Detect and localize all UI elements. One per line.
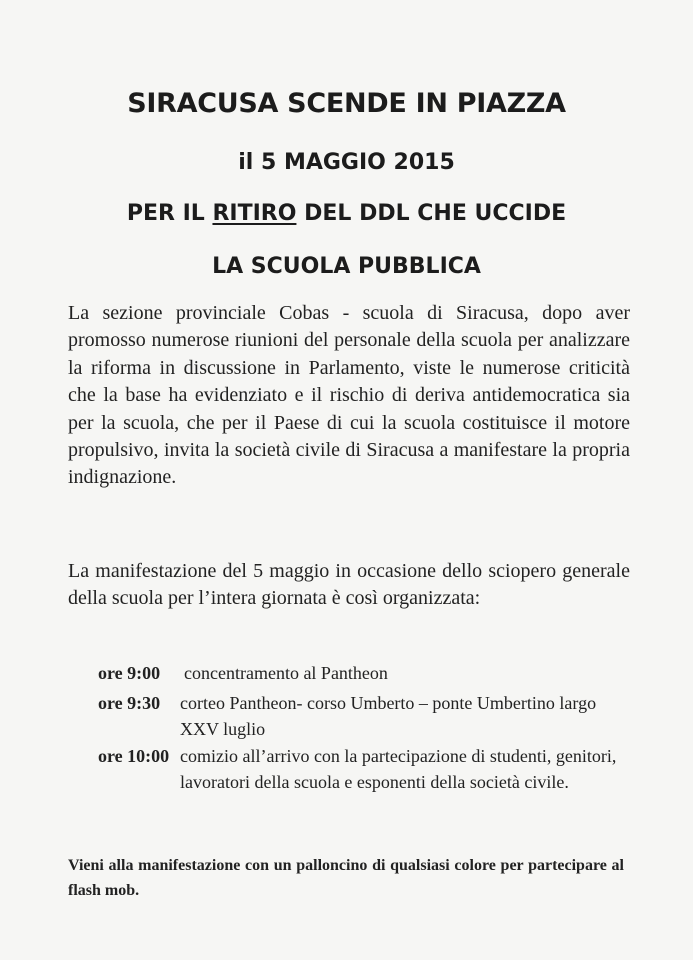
purpose-before: PER IL [126, 201, 213, 226]
organization-paragraph: La manifestazione del 5 maggio in occasione dello sciopero generale della scuola per l’intera giornata è così organizzata: [68, 560, 630, 610]
intro-paragraph: La sezione provinciale Cobas - scuola di Siracusa, dopo aver promosso numerose riunioni del personale della scuola per analizzare la riforma in discussione in Parlamento, viste le numerose criticità che la base ha evidenziato e il rischio di deriva antidemocratica sia per la scuola, che per il Paese di cui la scuola costituisce il motore propulsivo, invita la società civile di Siracusa a manifestare la propria indignazione. [68, 302, 630, 489]
schedule-item [98, 743, 638, 795]
flyer-title: SIRACUSA SCENDE IN PIAZZA [127, 88, 566, 119]
schedule-description: concentramento al Pantheon [184, 663, 388, 683]
schedule-time: ore 9:30 [98, 693, 161, 713]
schedule-description: corteo Pantheon- corso Umberto – ponte Umbertino largo XXV luglio [180, 693, 597, 739]
purpose-underlined-word: RITIRO [212, 201, 297, 226]
schedule-time: ore 9:00 [98, 663, 161, 683]
schedule-item [98, 690, 638, 742]
purpose-line [0, 201, 693, 226]
schedule-item [98, 660, 638, 686]
schedule-description: comizio all’arrivo con la partecipazione di studenti, genitori, lavoratori della scuola e esponenti della società civile. [180, 746, 617, 792]
purpose-line-2: LA SCUOLA PUBBLICA [212, 254, 481, 279]
event-date: il 5 MAGGIO 2015 [238, 150, 455, 175]
flash-mob-note: Vieni alla manifestazione con un palloncino di qualsiasi colore per partecipare al flash mob. [68, 857, 624, 899]
purpose-after: DEL DDL CHE UCCIDE [296, 201, 567, 226]
schedule-time: ore 10:00 [98, 746, 170, 766]
